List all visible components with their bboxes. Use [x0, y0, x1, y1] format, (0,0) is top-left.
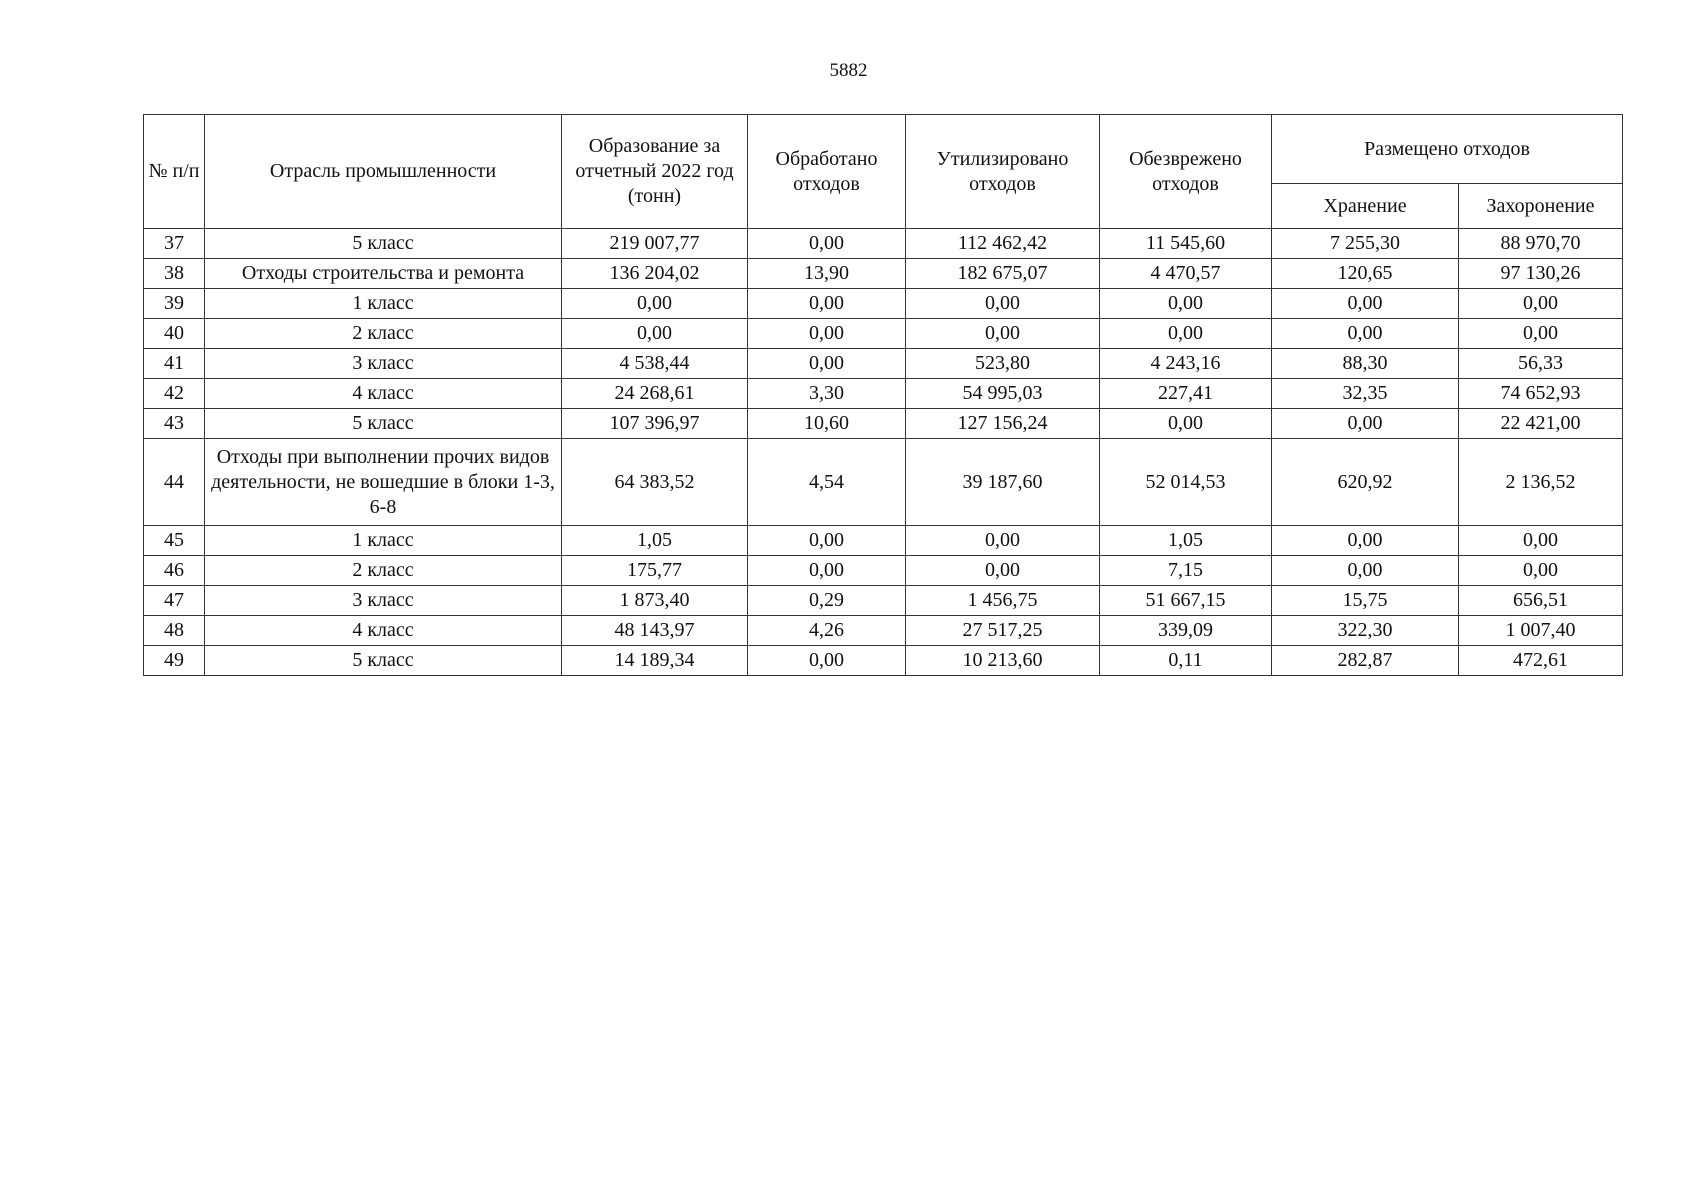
cell-industry: 1 класс: [205, 526, 562, 556]
cell-burial: 0,00: [1459, 526, 1623, 556]
cell-storage: 0,00: [1272, 556, 1459, 586]
cell-num: 44: [144, 439, 205, 526]
cell-storage: 0,00: [1272, 289, 1459, 319]
cell-neutralized: 0,00: [1100, 319, 1272, 349]
cell-formed: 175,77: [562, 556, 748, 586]
cell-storage: 0,00: [1272, 526, 1459, 556]
cell-processed: 0,00: [748, 319, 906, 349]
header-neutralized: Обезврежено отходов: [1100, 115, 1272, 229]
cell-utilized: 39 187,60: [906, 439, 1100, 526]
cell-storage: 620,92: [1272, 439, 1459, 526]
cell-formed: 48 143,97: [562, 616, 748, 646]
cell-processed: 3,30: [748, 379, 906, 409]
cell-utilized: 523,80: [906, 349, 1100, 379]
cell-storage: 322,30: [1272, 616, 1459, 646]
cell-industry: 2 класс: [205, 556, 562, 586]
cell-num: 38: [144, 259, 205, 289]
cell-neutralized: 339,09: [1100, 616, 1272, 646]
cell-utilized: 0,00: [906, 526, 1100, 556]
cell-formed: 107 396,97: [562, 409, 748, 439]
cell-formed: 219 007,77: [562, 229, 748, 259]
header-utilized: Утилизировано отходов: [906, 115, 1100, 229]
cell-neutralized: 4 470,57: [1100, 259, 1272, 289]
cell-processed: 0,00: [748, 556, 906, 586]
table-row: [144, 616, 1623, 646]
cell-industry: 1 класс: [205, 289, 562, 319]
cell-utilized: 112 462,42: [906, 229, 1100, 259]
cell-industry: Отходы при выполнении прочих видов деятельности, не вошедшие в блоки 1-3, 6-8: [205, 439, 562, 526]
cell-neutralized: 4 243,16: [1100, 349, 1272, 379]
cell-neutralized: 0,00: [1100, 289, 1272, 319]
header-industry: Отрасль промышленности: [205, 115, 562, 229]
cell-num: 49: [144, 646, 205, 676]
cell-burial: 2 136,52: [1459, 439, 1623, 526]
cell-utilized: 0,00: [906, 556, 1100, 586]
cell-num: 41: [144, 349, 205, 379]
cell-formed: 0,00: [562, 319, 748, 349]
table-row: [144, 259, 1623, 289]
cell-industry: 4 класс: [205, 379, 562, 409]
table-row: [144, 409, 1623, 439]
cell-utilized: 54 995,03: [906, 379, 1100, 409]
cell-formed: 1 873,40: [562, 586, 748, 616]
cell-neutralized: 0,11: [1100, 646, 1272, 676]
cell-burial: 97 130,26: [1459, 259, 1623, 289]
cell-num: 37: [144, 229, 205, 259]
cell-processed: 0,00: [748, 229, 906, 259]
table-row: [144, 646, 1623, 676]
cell-num: 39: [144, 289, 205, 319]
table-row: [144, 349, 1623, 379]
cell-burial: 22 421,00: [1459, 409, 1623, 439]
cell-storage: 0,00: [1272, 409, 1459, 439]
cell-num: 47: [144, 586, 205, 616]
cell-burial: 656,51: [1459, 586, 1623, 616]
table-row: [144, 439, 1623, 526]
cell-storage: 120,65: [1272, 259, 1459, 289]
cell-utilized: 182 675,07: [906, 259, 1100, 289]
cell-utilized: 1 456,75: [906, 586, 1100, 616]
table-row: [144, 229, 1623, 259]
cell-processed: 0,00: [748, 349, 906, 379]
cell-num: 40: [144, 319, 205, 349]
cell-formed: 4 538,44: [562, 349, 748, 379]
cell-formed: 14 189,34: [562, 646, 748, 676]
header-formed: Образование за отчетный 2022 год (тонн): [562, 115, 748, 229]
header-num: № п/п: [144, 115, 205, 229]
cell-storage: 32,35: [1272, 379, 1459, 409]
waste-table: [143, 114, 1623, 676]
cell-burial: 1 007,40: [1459, 616, 1623, 646]
cell-storage: 0,00: [1272, 319, 1459, 349]
cell-utilized: 127 156,24: [906, 409, 1100, 439]
cell-burial: 56,33: [1459, 349, 1623, 379]
cell-storage: 282,87: [1272, 646, 1459, 676]
cell-processed: 0,00: [748, 289, 906, 319]
cell-neutralized: 11 545,60: [1100, 229, 1272, 259]
table-row: [144, 289, 1623, 319]
cell-industry: 2 класс: [205, 319, 562, 349]
cell-industry: 3 класс: [205, 349, 562, 379]
cell-industry: 4 класс: [205, 616, 562, 646]
cell-processed: 0,00: [748, 646, 906, 676]
cell-formed: 64 383,52: [562, 439, 748, 526]
cell-industry: 3 класс: [205, 586, 562, 616]
cell-formed: 1,05: [562, 526, 748, 556]
cell-utilized: 10 213,60: [906, 646, 1100, 676]
cell-neutralized: 7,15: [1100, 556, 1272, 586]
cell-utilized: 0,00: [906, 289, 1100, 319]
header-burial: Захоронение: [1459, 184, 1623, 229]
cell-num: 42: [144, 379, 205, 409]
table-row: [144, 379, 1623, 409]
page-number: 5882: [829, 60, 868, 81]
cell-utilized: 27 517,25: [906, 616, 1100, 646]
cell-processed: 4,54: [748, 439, 906, 526]
cell-burial: 472,61: [1459, 646, 1623, 676]
cell-processed: 0,29: [748, 586, 906, 616]
header-storage: Хранение: [1272, 184, 1459, 229]
table-row: [144, 586, 1623, 616]
header-placed: Размещено отходов: [1272, 115, 1623, 184]
cell-processed: 13,90: [748, 259, 906, 289]
cell-processed: 0,00: [748, 526, 906, 556]
cell-neutralized: 1,05: [1100, 526, 1272, 556]
cell-num: 48: [144, 616, 205, 646]
cell-storage: 88,30: [1272, 349, 1459, 379]
table-row: [144, 556, 1623, 586]
table-header: [144, 115, 1623, 229]
header-processed: Обработано отходов: [748, 115, 906, 229]
cell-storage: 15,75: [1272, 586, 1459, 616]
cell-neutralized: 227,41: [1100, 379, 1272, 409]
cell-industry: Отходы строительства и ремонта: [205, 259, 562, 289]
cell-num: 45: [144, 526, 205, 556]
table-body: [144, 229, 1623, 676]
table-row: [144, 526, 1623, 556]
cell-industry: 5 класс: [205, 646, 562, 676]
cell-neutralized: 51 667,15: [1100, 586, 1272, 616]
cell-burial: 0,00: [1459, 289, 1623, 319]
cell-num: 46: [144, 556, 205, 586]
cell-burial: 0,00: [1459, 556, 1623, 586]
cell-neutralized: 52 014,53: [1100, 439, 1272, 526]
cell-burial: 88 970,70: [1459, 229, 1623, 259]
table-row: [144, 319, 1623, 349]
cell-processed: 10,60: [748, 409, 906, 439]
cell-utilized: 0,00: [906, 319, 1100, 349]
cell-neutralized: 0,00: [1100, 409, 1272, 439]
cell-industry: 5 класс: [205, 409, 562, 439]
cell-formed: 24 268,61: [562, 379, 748, 409]
cell-num: 43: [144, 409, 205, 439]
cell-formed: 0,00: [562, 289, 748, 319]
cell-processed: 4,26: [748, 616, 906, 646]
cell-burial: 74 652,93: [1459, 379, 1623, 409]
cell-storage: 7 255,30: [1272, 229, 1459, 259]
cell-burial: 0,00: [1459, 319, 1623, 349]
cell-formed: 136 204,02: [562, 259, 748, 289]
cell-industry: 5 класс: [205, 229, 562, 259]
